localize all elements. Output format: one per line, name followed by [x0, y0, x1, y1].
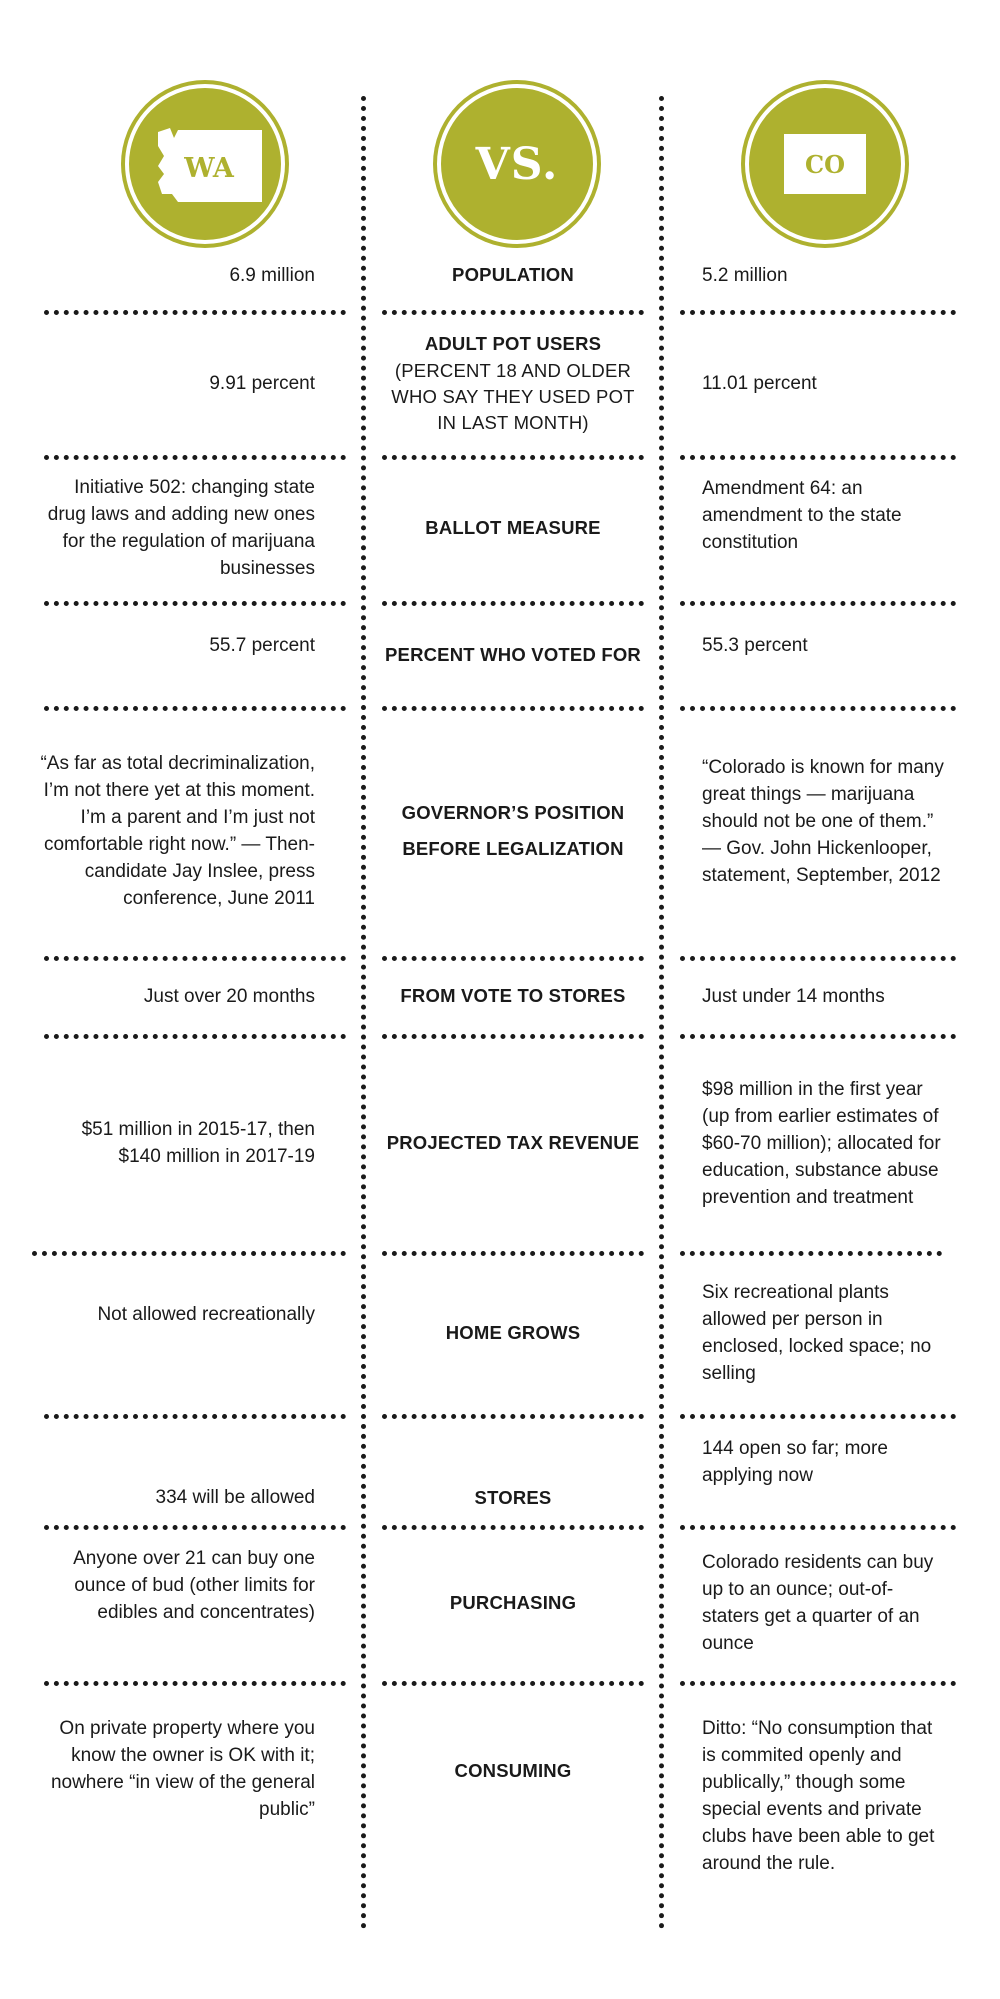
row-label-home-grows: HOME GROWS [445, 1322, 581, 1343]
co-purchasing: Colorado residents can buy up to an ounce; out-of-staters get a quarter of an ounce [702, 1552, 934, 1654]
row-separator [382, 1414, 644, 1419]
row-separator [680, 1251, 942, 1256]
row-label-vote-to-stores: FROM VOTE TO STORES [400, 985, 626, 1006]
row-separator [44, 1681, 346, 1686]
co-vote-to-stores: Just under 14 months [702, 985, 885, 1007]
co-adult-pot-users: 11.01 percent [702, 372, 817, 394]
co-tax-revenue: $98 million in the first year (up from earlier estimates of $60-70 million); allocated for education, substance abuse prevention and treatment [702, 1078, 941, 1208]
wa-badge [125, 84, 285, 244]
row-separator [382, 706, 644, 711]
row-separator [382, 455, 644, 460]
row-separator [44, 706, 346, 711]
vs-badge [437, 84, 597, 244]
row-label-consuming: CONSUMING [454, 1760, 572, 1781]
row-separator [32, 1251, 346, 1256]
row-label-percent-voted-for: PERCENT WHO VOTED FOR [384, 644, 641, 665]
row-label-population: POPULATION [452, 264, 574, 285]
co-home-grows: Six recreational plants allowed per person in enclosed, locked space; no selling [702, 1282, 932, 1384]
wa-badge-label: WA [184, 152, 234, 184]
wa-tax-revenue: $51 million in 2015-17, then $140 million in 2017-19 [81, 1119, 315, 1167]
row-separator [44, 1414, 346, 1419]
adult-pot-users-label: ADULT POT USERS [424, 332, 602, 354]
co-population: 5.2 million [702, 264, 788, 286]
row-separator [680, 1414, 956, 1419]
row-separator [382, 1525, 644, 1530]
row-separator [44, 1034, 346, 1039]
row-separator [680, 706, 956, 711]
row-label-stores: STORES [474, 1487, 552, 1508]
row-separator [680, 601, 956, 606]
row-separator [44, 1525, 346, 1530]
row-separator [382, 1681, 644, 1686]
co-badge-label: CO [804, 149, 845, 179]
column-divider-left [361, 96, 366, 1930]
row-separator [44, 956, 346, 961]
wa-governor-position: “As far as total decriminalization, I’m not there yet at this moment. I’m a parent and I’m just not comfortable right now.” — Then-candidate Jay Inslee, press conference, June 2011 [40, 753, 315, 909]
co-ballot-measure: Amendment 64: an amendment to the state constitution [702, 478, 902, 553]
row-label-governor-position: GOVERNOR’S POSITION BEFORE LEGALIZATION [401, 802, 625, 859]
co-badge [745, 84, 905, 244]
row-separator [382, 310, 644, 315]
wa-percent-voted-for: 55.7 percent [209, 635, 315, 656]
wa-consuming: On private property where you know the owner is OK with it; nowhere “in view of the general public” [50, 1718, 315, 1820]
row-label-ballot-measure: BALLOT MEASURE [425, 517, 601, 538]
co-stores: 144 open so far; more applying now [702, 1438, 888, 1486]
row-separator [382, 1034, 644, 1039]
wa-stores: 334 will be allowed [155, 1487, 315, 1508]
row-label-adult-pot-users [382, 320, 644, 446]
row-label-tax-revenue: PROJECTED TAX REVENUE [386, 1132, 640, 1153]
wa-ballot-measure: Initiative 502: changing state drug laws and adding new ones for the regulation of marijuana businesses [47, 477, 315, 579]
row-separator [680, 1034, 956, 1039]
row-separator [680, 1681, 956, 1686]
row-separator [680, 956, 956, 961]
row-separator [680, 455, 956, 460]
column-divider-right [659, 96, 664, 1930]
row-separator [44, 455, 346, 460]
row-label-purchasing: PURCHASING [449, 1592, 577, 1613]
row-separator [44, 310, 346, 315]
row-separator [382, 1251, 644, 1256]
row-separator [382, 956, 644, 961]
co-consuming: Ditto: “No consumption that is commited openly and publically,” though some special events and private clubs have been able to get around the rule. [702, 1718, 935, 1874]
row-separator [680, 1525, 956, 1530]
co-percent-voted-for: 55.3 percent [702, 635, 808, 656]
row-separator [680, 310, 956, 315]
wa-home-grows: Not allowed recreationally [97, 1304, 315, 1325]
adult-pot-users-sublabel: (PERCENT 18 AND OLDER WHO SAY THEY USED POT IN LAST MONTH) [391, 359, 635, 433]
row-separator [44, 601, 346, 606]
wa-vote-to-stores: Just over 20 months [143, 985, 315, 1007]
vs-badge-label: VS. [475, 138, 559, 190]
wa-adult-pot-users: 9.91 percent [209, 372, 315, 394]
co-governor-position: “Colorado is known for many great things — marijuana should not be one of them.” — Gov. John Hickenlooper, statement, September, 2012 [702, 756, 944, 886]
row-separator [382, 601, 644, 606]
wa-population: 6.9 million [229, 264, 315, 286]
wa-purchasing: Anyone over 21 can buy one ounce of bud (other limits for edibles and concentrates) [73, 1548, 315, 1623]
